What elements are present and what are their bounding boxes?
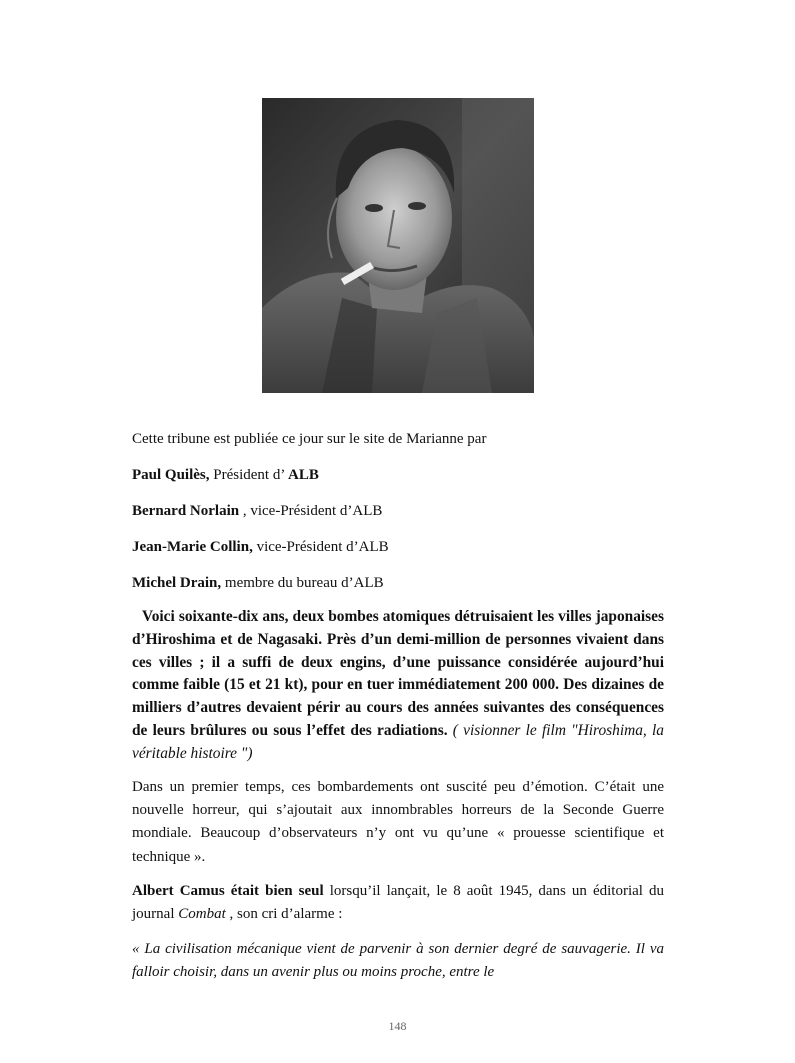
camus-text-1: lorsqu’il lançait, le 8 août 1945, dans un éditorial du journal: [132, 883, 664, 922]
signatory-name: Paul Quilès,: [132, 467, 210, 483]
signatory-2: [132, 500, 664, 523]
signatory-1: [132, 464, 664, 487]
page-number: 148: [388, 1019, 407, 1033]
signatory-role: membre du bureau d’ALB: [221, 575, 384, 591]
camus-text-2: , son cri d’alarme :: [225, 906, 343, 922]
journal-name: Combat: [178, 906, 226, 922]
intro-line: Cette tribune est publiée ce jour sur le site de Marianne par: [132, 431, 487, 447]
paragraph-text: Voici soixante-dix ans, deux bombes atomiques détruisaient les villes japonaises d’Hiroshima et de Nagasaki. Près d’un demi-million de personnes vivaient dans ces villes ; il a suffi de deux engins, d’une puissance considérée aujourd’hui comme faible (15 et 21 kt), pour en tuer immédiatement 200 000. Des dizaines de milliers d’autres devaient périr au cours des années suivantes des conséquences de leurs brûlures ou sous l’effet des radiations.: [132, 608, 664, 739]
signatory-name: Jean-Marie Collin,: [132, 539, 253, 555]
film-link[interactable]: ( visionner le film "Hiroshima, la véritable histoire "): [132, 721, 664, 762]
signatory-org: ALB: [287, 467, 319, 483]
portrait-photo: [262, 98, 534, 393]
signatory-role: vice-Président d’ALB: [252, 539, 389, 555]
signatory-name: Michel Drain,: [132, 575, 222, 591]
paragraph-reactions: Dans un premier temps, ces bombardements ont suscité peu d’émotion. C’était une nouvelle horreur, qui s’ajoutait aux innombrables horreurs de la Seconde Guerre mondiale. Beaucoup d’observateurs n’y ont vu qu’une « prouesse scientifique et technique ».: [132, 779, 664, 865]
camus-bold: Albert Camus était bien seul: [132, 883, 324, 899]
paragraph-camus: [132, 880, 664, 926]
signatory-role: , vice-Président d’ALB: [239, 503, 383, 519]
signatory-3: [132, 536, 664, 559]
portrait-icon: [262, 98, 534, 393]
signatory-4: [132, 572, 664, 595]
signatory-name: Bernard Norlain: [132, 503, 240, 519]
signatory-role: Président d’: [209, 467, 288, 483]
camus-quote: « La civilisation mécanique vient de parvenir à son dernier degré de sauvagerie. Il va falloir choisir, dans un avenir plus ou moins proche, entre le: [132, 941, 664, 980]
paragraph-hiroshima: [132, 606, 664, 766]
